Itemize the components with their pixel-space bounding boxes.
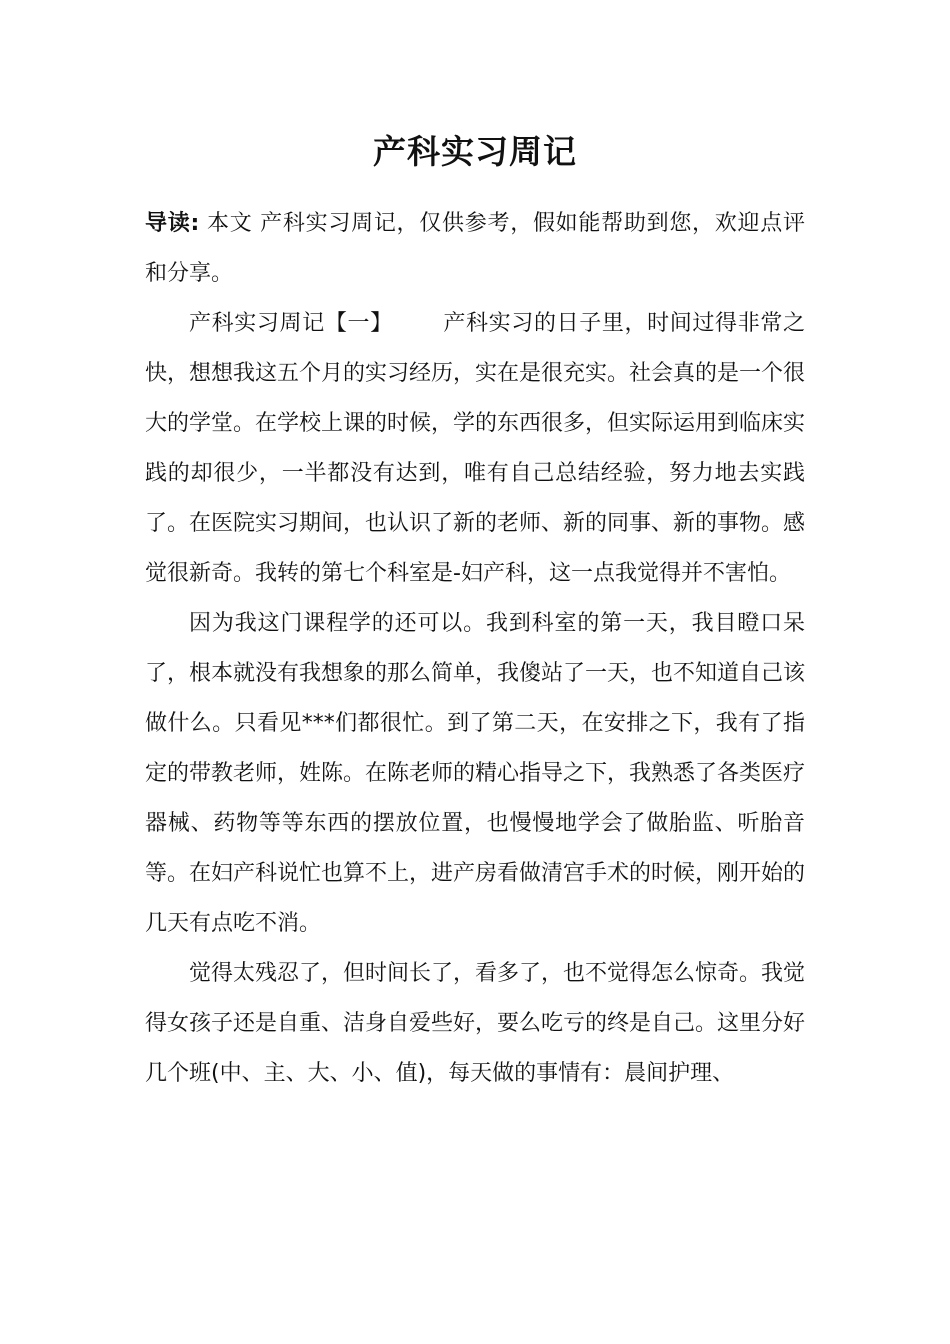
document-body bbox=[145, 199, 805, 1099]
paragraph-1-text: 产科实习的日子里，时间过得非常之快，想想我这五个月的实习经历，实在是很充实。社会真的是一个很大的学堂。在学校上课的时候，学的东西很多，但实际运用到临床实践的却很少，一半都没有达到，唯有自己总结经验，努力地去实践了。在医院实习期间，也认识了新的老师、新的同事、新的事物。感觉很新奇。我转的第七个科室是-妇产科，这一点我觉得并不害怕。 bbox=[145, 311, 806, 586]
paragraph-3: 觉得太残忍了，但时间长了，看多了，也不觉得怎么惊奇。我觉得女孩子还是自重、洁身自爱些好，要么吃亏的终是自己。这里分好几个班(中、主、大、小、值)，每天做的事情有：晨间护理、 bbox=[145, 961, 806, 1086]
intro-label: 导读: bbox=[145, 211, 200, 236]
paragraph-1 bbox=[145, 299, 805, 599]
section-heading: 产科实习周记【一】 bbox=[189, 311, 393, 336]
document-title: 产科实习周记 bbox=[373, 132, 577, 171]
paragraph-2: 因为我这门课程学的还可以。我到科室的第一天，我目瞪口呆了，根本就没有我想象的那么简单，我傻站了一天，也不知道自己该做什么。只看见***们都很忙。到了第二天，在安排之下，我有了指定的带教老师，姓陈。在陈老师的精心指导之下，我熟悉了各类医疗器械、药物等等东西的摆放位置，也慢慢地学会了做胎监、听胎音等。在妇产科说忙也算不上，进产房看做清宫手术的时候，刚开始的几天有点吃不消。 bbox=[145, 611, 806, 936]
intro-text: 本文 产科实习周记，仅供参考，假如能帮助到您，欢迎点评和分享。 bbox=[145, 211, 805, 286]
intro-paragraph bbox=[145, 199, 805, 299]
